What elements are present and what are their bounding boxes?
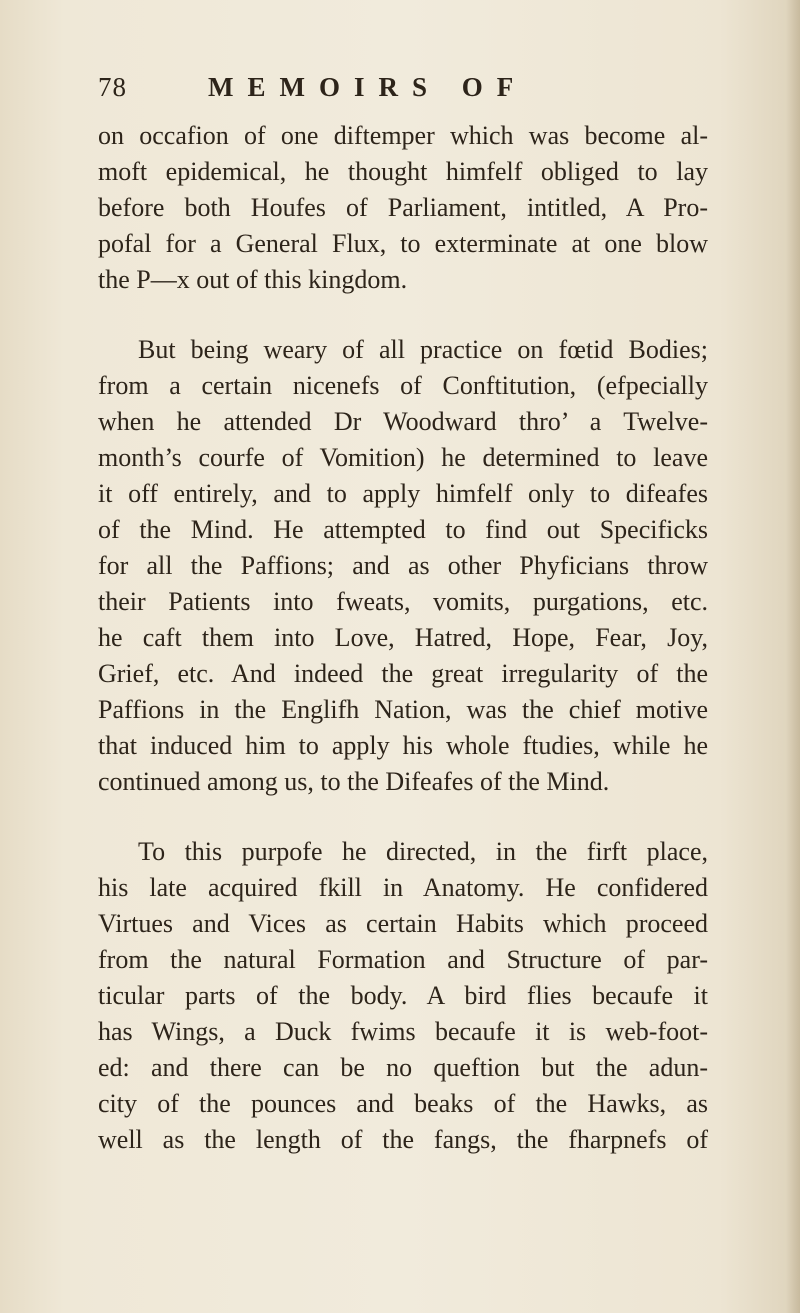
page-header: [98, 72, 658, 112]
text-line: well as the length of the fangs, the fharpnefs of: [98, 1125, 708, 1154]
text-line: it off entirely, and to apply himfelf only to difeafes: [98, 479, 708, 508]
paragraph-3: [98, 834, 708, 1158]
paragraph-1: [98, 118, 708, 298]
running-head: MEMOIRS OF: [208, 72, 528, 102]
text-line: Paffions in the Englifh Nation, was the chief motive: [98, 695, 708, 724]
text-line: month’s courfe of Vomition) he determined to leave: [98, 443, 708, 472]
text-line: continued among us, to the Difeafes of the Mind.: [98, 767, 610, 796]
text-line: Grief, etc. And indeed the great irregularity of the: [98, 659, 708, 688]
text-line: city of the pounces and beaks of the Hawks, as: [98, 1089, 708, 1118]
text-line: from the natural Formation and Structure of par-: [98, 945, 708, 974]
body-text: [98, 118, 708, 1158]
text-line: moft epidemical, he thought himfelf obliged to lay: [98, 157, 708, 186]
text-line: before both Houfes of Parliament, intitled, A Pro-: [98, 193, 708, 222]
text-line: pofal for a General Flux, to exterminate at one blow: [98, 229, 708, 258]
text-line: of the Mind. He attempted to find out Specificks: [98, 515, 708, 544]
text-line: on occafion of one diftemper which was become al-: [98, 121, 708, 150]
text-line: But being weary of all practice on fœtid Bodies;: [138, 335, 708, 364]
text-line: his late acquired fkill in Anatomy. He confidered: [98, 873, 708, 902]
page-edge-shadow: [786, 0, 800, 1313]
text-line: he caft them into Love, Hatred, Hope, Fear, Joy,: [98, 623, 708, 652]
text-line: their Patients into fweats, vomits, purgations, etc.: [98, 587, 708, 616]
text-line: that induced him to apply his whole ftudies, while he: [98, 731, 708, 760]
text-line: the P—x out of this kingdom.: [98, 265, 408, 294]
text-line: when he attended Dr Woodward thro’ a Twelve-: [98, 407, 708, 436]
page-number: 78: [98, 72, 127, 102]
paragraph-2: [98, 332, 708, 800]
text-line: from a certain nicenefs of Conftitution, (efpecially: [98, 371, 708, 400]
text-line: ticular parts of the body. A bird flies becaufe it: [98, 981, 708, 1010]
text-line: Virtues and Vices as certain Habits which proceed: [98, 909, 708, 938]
text-line: ed: and there can be no queftion but the adun-: [98, 1053, 708, 1082]
text-line: To this purpofe he directed, in the firft place,: [138, 837, 708, 866]
text-line: for all the Paffions; and as other Phyficians throw: [98, 551, 708, 580]
text-line: has Wings, a Duck fwims becaufe it is web-foot-: [98, 1017, 708, 1046]
